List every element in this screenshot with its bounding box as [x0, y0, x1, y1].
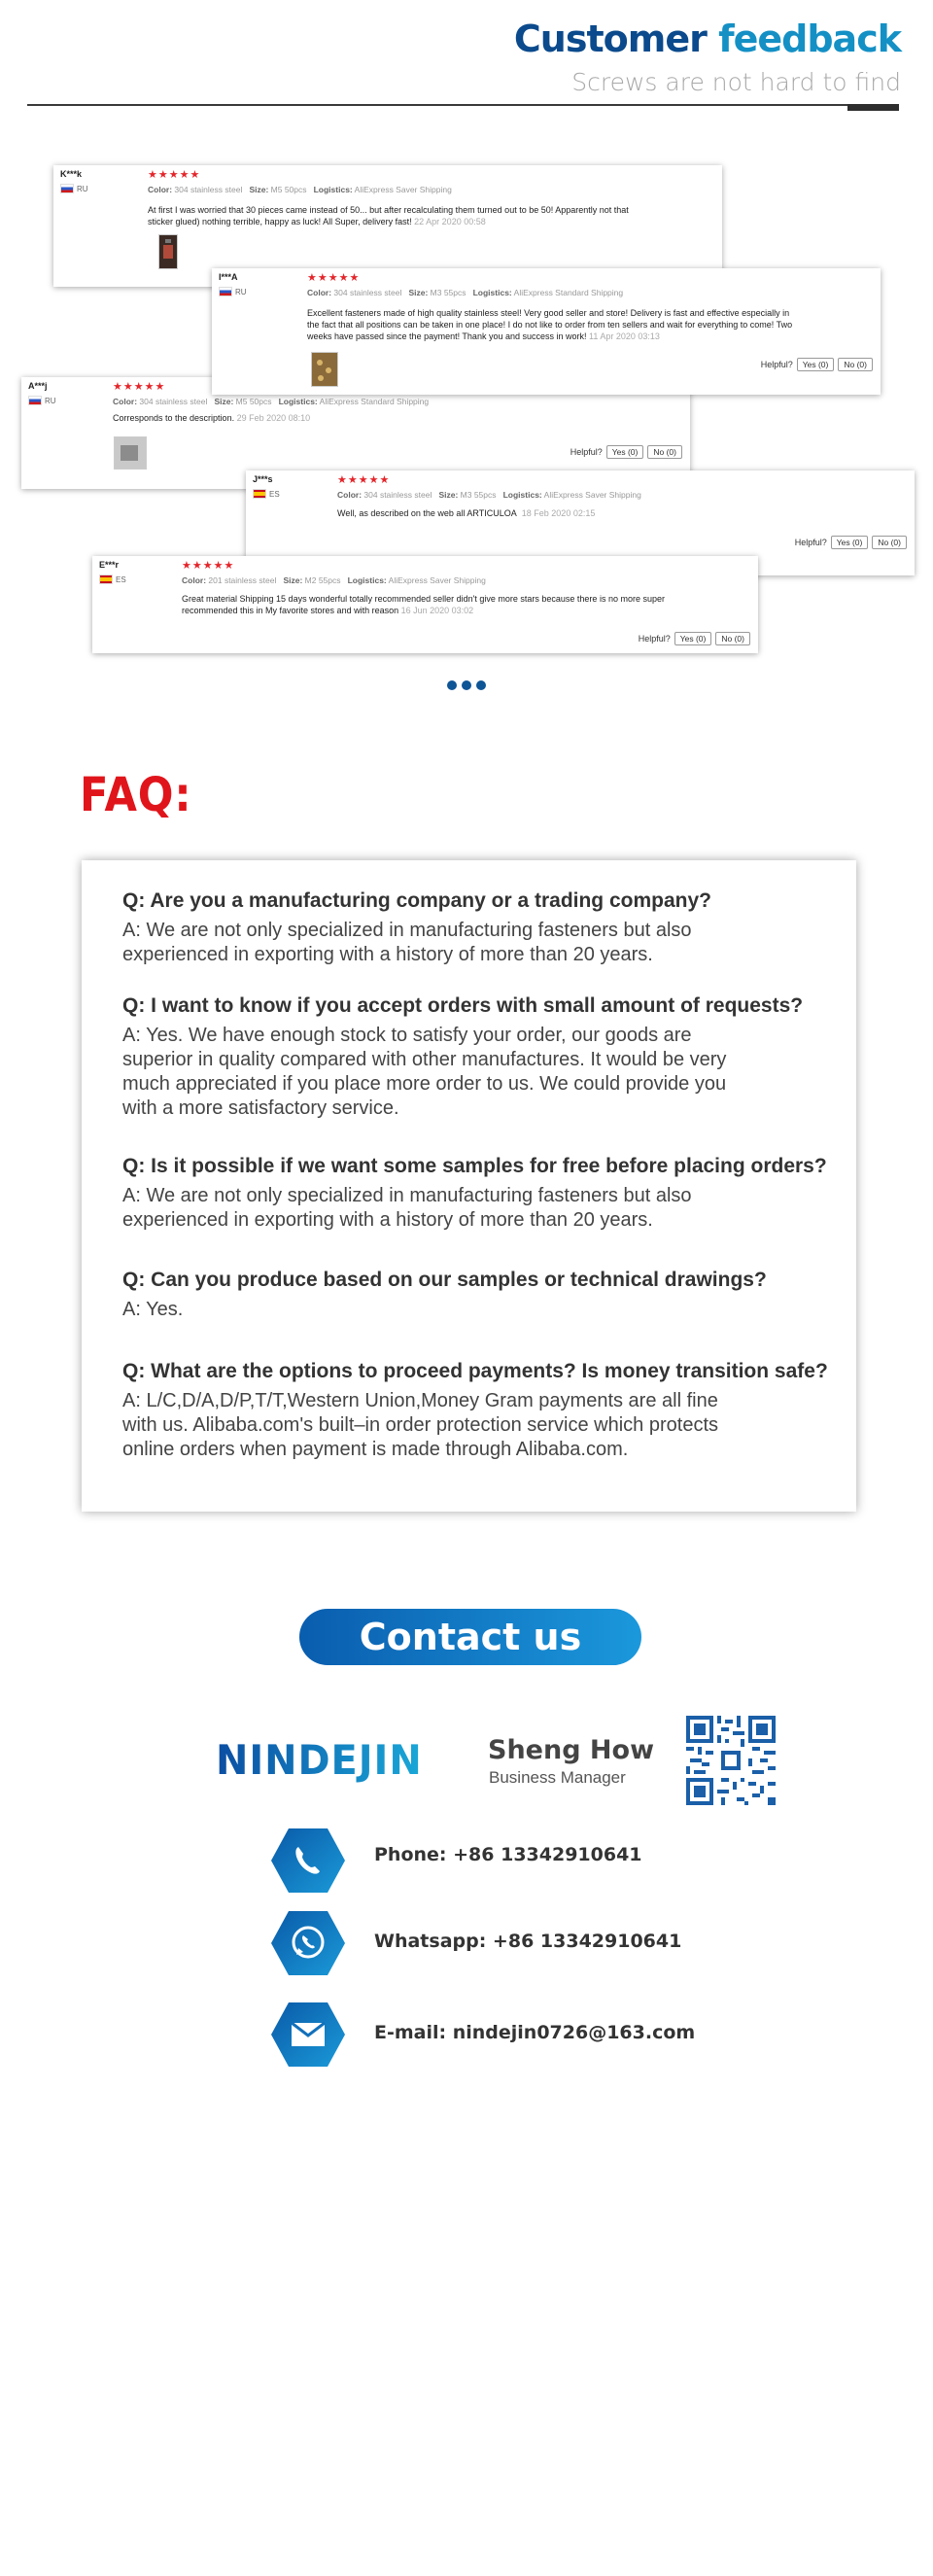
review-card — [92, 556, 758, 653]
review-country — [99, 574, 126, 584]
star-rating: ★★★★★ — [148, 169, 201, 181]
contact-whatsapp[interactable]: Whatsapp: +86 13342910641 — [374, 1931, 682, 1952]
review-meta: Color: 304 stainless steel Size: M5 50pcs Logistics: AliExpress Standard Shipping — [113, 397, 430, 406]
review-username: K***k — [60, 169, 83, 179]
contact-person-title: Business Manager — [489, 1768, 626, 1787]
review-country — [253, 489, 280, 499]
helpful-group: Helpful? Yes (0) No (0) — [761, 358, 873, 371]
flag-ru-icon — [60, 184, 74, 193]
phone-icon[interactable] — [270, 1828, 346, 1894]
section-title — [514, 17, 901, 60]
helpful-no-button[interactable]: No (0) — [647, 445, 682, 459]
brand-logo: NINDEJIN — [216, 1736, 423, 1784]
faq-item — [122, 889, 832, 967]
title-word-customer: Customer — [513, 17, 707, 60]
flag-ru-icon — [219, 287, 232, 296]
country-code: ES — [116, 574, 126, 584]
header-accent-block — [847, 104, 899, 111]
faq-item — [122, 1269, 832, 1322]
flag-es-icon — [99, 574, 113, 584]
header-divider — [27, 104, 899, 106]
pager-dot[interactable] — [462, 680, 471, 690]
review-text: Corresponds to the description. 29 Feb 2020 08:10 — [113, 413, 311, 423]
faq-title: FAQ: — [80, 768, 192, 822]
contact-us-button[interactable]: Contact us — [299, 1609, 641, 1665]
review-date: 11 Apr 2020 03:13 — [589, 331, 660, 341]
review-text: Well, as described on the web all ARTICULOA 18 Feb 2020 02:15 — [337, 508, 596, 518]
review-username: E***r — [99, 560, 120, 570]
faq-item — [122, 1360, 832, 1462]
pager-dot[interactable] — [476, 680, 486, 690]
review-date: 22 Apr 2020 00:58 — [414, 217, 486, 226]
review-meta: Color: 304 stainless steel Size: M3 55pcs Logistics: AliExpress Standard Shipping — [307, 288, 624, 297]
faq-question: Q: I want to know if you accept orders with small amount of requests? — [122, 994, 804, 1017]
star-rating: ★★★★★ — [307, 272, 361, 284]
review-text: Great material Shipping 15 days wonderful totally recommended seller didn't give more stars because there is no more super recommended this in My favorite stores and with reason 16 Jun 2020 03:02 — [182, 594, 665, 615]
faq-answer: A: We are not only specialized in manufacturing fasteners but also experienced in exporting with a history of more than 20 years. — [122, 1185, 692, 1231]
faq-answer: A: Yes. We have enough stock to satisfy your order, our goods are superior in quality compared with other manufactures. It would be very much appreciated if you place more order to us. We could provide you with a more satisfactory service. — [122, 1025, 727, 1119]
review-date: 29 Feb 2020 08:10 — [236, 413, 311, 423]
contact-phone[interactable]: Phone: +86 13342910641 — [374, 1844, 642, 1865]
review-country — [60, 184, 88, 193]
helpful-no-button[interactable]: No (0) — [838, 358, 873, 371]
helpful-no-button[interactable]: No (0) — [872, 536, 907, 549]
review-date: 16 Jun 2020 03:02 — [400, 606, 474, 615]
carousel-pager — [447, 680, 486, 690]
helpful-yes-button[interactable]: Yes (0) — [797, 358, 835, 371]
title-word-feedback: feedback — [718, 17, 901, 60]
star-rating: ★★★★★ — [337, 474, 391, 486]
review-username: J***s — [253, 474, 273, 484]
helpful-yes-button[interactable]: Yes (0) — [831, 536, 869, 549]
faq-answer: A: We are not only specialized in manufacturing fasteners but also experienced in exporting with a history of more than 20 years. — [122, 920, 692, 965]
country-code: RU — [235, 287, 247, 296]
flag-es-icon — [253, 489, 266, 499]
review-country — [28, 396, 56, 405]
review-card — [212, 268, 881, 395]
email-icon[interactable] — [270, 2002, 346, 2068]
faq-question: Q: Are you a manufacturing company or a trading company? — [122, 889, 711, 912]
review-photo[interactable] — [158, 234, 178, 269]
helpful-no-button[interactable]: No (0) — [715, 632, 750, 645]
contact-person-name: Sheng How — [488, 1735, 655, 1765]
faq-item — [122, 994, 832, 1121]
country-code: ES — [269, 489, 280, 499]
review-text: At first I was worried that 30 pieces came instead of 50... but after recalculating them turned out to be 50! Apparently not that sticker glued) nothing terrible, happy as luck! All Super, delivery fast! 22 Apr 2020 00:58 — [148, 205, 629, 226]
faq-panel — [82, 860, 856, 1512]
whatsapp-icon[interactable] — [270, 1910, 346, 1976]
faq-answer: A: Yes. — [122, 1299, 184, 1320]
review-photo[interactable] — [114, 436, 147, 470]
review-username: A***j — [28, 381, 48, 391]
star-rating: ★★★★★ — [182, 560, 235, 572]
faq-question: Q: What are the options to proceed payments? Is money transition safe? — [122, 1360, 828, 1382]
helpful-yes-button[interactable]: Yes (0) — [606, 445, 644, 459]
helpful-group: Helpful? Yes (0) No (0) — [795, 536, 907, 549]
review-country — [219, 287, 247, 296]
qr-code-icon[interactable] — [686, 1716, 776, 1805]
review-meta: Color: 304 stainless steel Size: M3 55pcs Logistics: AliExpress Saver Shipping — [337, 490, 641, 500]
country-code: RU — [77, 184, 88, 193]
faq-question: Q: Is it possible if we want some samples for free before placing orders? — [122, 1155, 827, 1177]
review-date: 18 Feb 2020 02:15 — [521, 508, 596, 518]
faq-item — [122, 1155, 832, 1233]
helpful-group: Helpful? Yes (0) No (0) — [570, 445, 682, 459]
faq-answer: A: L/C,D/A,D/P,T/T,Western Union,Money Gram payments are all fine with us. Alibaba.com's built–in order protection service which protects online orders when payment is made through Alibaba.com. — [122, 1390, 718, 1460]
review-meta: Color: 201 stainless steel Size: M2 55pcs Logistics: AliExpress Saver Shipping — [182, 575, 486, 585]
helpful-yes-button[interactable]: Yes (0) — [674, 632, 712, 645]
pager-dot[interactable] — [447, 680, 457, 690]
star-rating: ★★★★★ — [113, 381, 166, 393]
review-username: I***A — [219, 272, 238, 282]
helpful-group: Helpful? Yes (0) No (0) — [639, 632, 750, 645]
review-meta: Color: 304 stainless steel Size: M5 50pcs Logistics: AliExpress Saver Shipping — [148, 185, 452, 194]
review-photo[interactable] — [311, 352, 338, 387]
flag-ru-icon — [28, 396, 42, 405]
contact-email[interactable]: E-mail: nindejin0726@163.com — [374, 2022, 696, 2043]
review-text: Excellent fasteners made of high quality stainless steel! Very good seller and store! Delivery is fast and effective especially in the fact that all positions can be taken in one place! I do not like to order from ten sellers and wait for everything to come! Two weeks have passed since the payment! Thank you and success in work! 11 Apr 2020 03:13 — [307, 308, 793, 341]
faq-question: Q: Can you produce based on our samples or technical drawings? — [122, 1269, 767, 1291]
country-code: RU — [45, 396, 56, 405]
section-subtitle: Screws are not hard to find — [571, 68, 901, 96]
